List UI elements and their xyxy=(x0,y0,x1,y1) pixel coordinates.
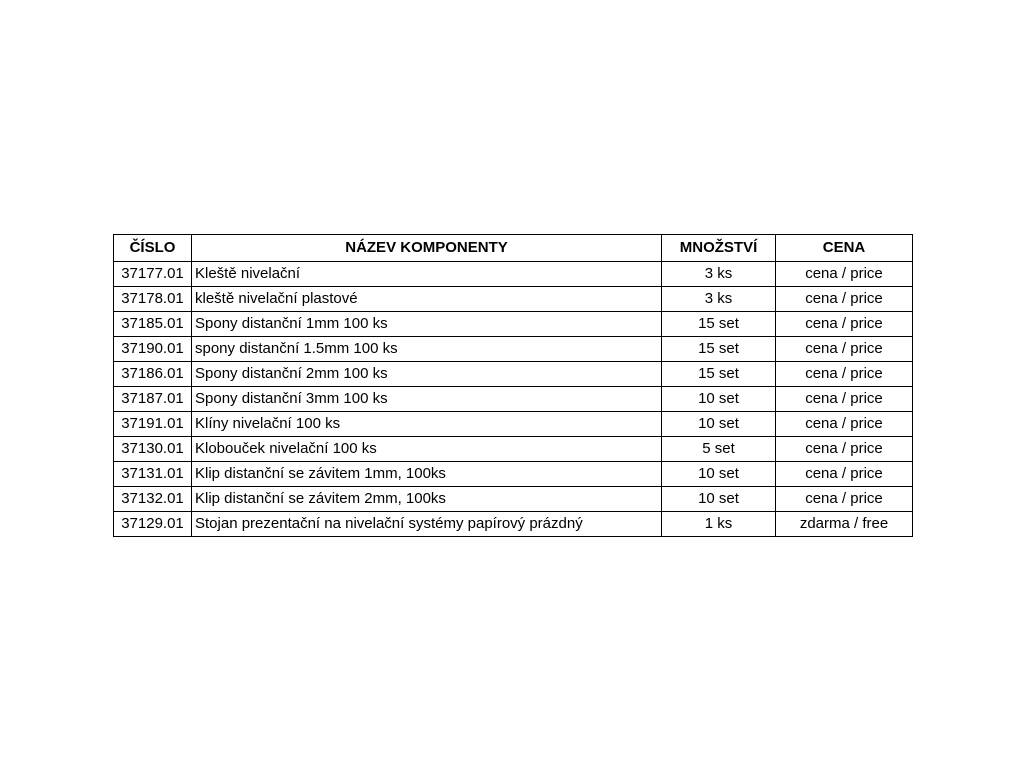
cell-name: Klip distanční se závitem 2mm, 100ks xyxy=(192,487,662,512)
cell-price: cena / price xyxy=(776,412,913,437)
cell-quantity: 10 set xyxy=(662,462,776,487)
table-row xyxy=(114,387,913,412)
cell-number: 37186.01 xyxy=(114,362,192,387)
cell-quantity: 15 set xyxy=(662,337,776,362)
cell-quantity: 10 set xyxy=(662,387,776,412)
cell-price: cena / price xyxy=(776,287,913,312)
cell-name: Klip distanční se závitem 1mm, 100ks xyxy=(192,462,662,487)
table-row xyxy=(114,287,913,312)
cell-quantity: 10 set xyxy=(662,412,776,437)
cell-name: Spony distanční 1mm 100 ks xyxy=(192,312,662,337)
header-number: ČÍSLO xyxy=(114,235,192,262)
cell-name: kleště nivelační plastové xyxy=(192,287,662,312)
cell-name: Klíny nivelační 100 ks xyxy=(192,412,662,437)
cell-price: zdarma / free xyxy=(776,512,913,537)
cell-name: Spony distanční 2mm 100 ks xyxy=(192,362,662,387)
table-row xyxy=(114,312,913,337)
table-row xyxy=(114,462,913,487)
cell-price: cena / price xyxy=(776,437,913,462)
cell-quantity: 15 set xyxy=(662,312,776,337)
cell-name: Stojan prezentační na nivelační systémy papírový prázdný xyxy=(192,512,662,537)
header-quantity: MNOŽSTVÍ xyxy=(662,235,776,262)
cell-number: 37132.01 xyxy=(114,487,192,512)
cell-price: cena / price xyxy=(776,337,913,362)
cell-quantity: 3 ks xyxy=(662,287,776,312)
cell-name: Spony distanční 3mm 100 ks xyxy=(192,387,662,412)
cell-number: 37187.01 xyxy=(114,387,192,412)
cell-name: Kleště nivelační xyxy=(192,262,662,287)
cell-quantity: 3 ks xyxy=(662,262,776,287)
cell-quantity: 1 ks xyxy=(662,512,776,537)
header-component-name: NÁZEV KOMPONENTY xyxy=(192,235,662,262)
cell-number: 37185.01 xyxy=(114,312,192,337)
cell-number: 37131.01 xyxy=(114,462,192,487)
cell-quantity: 10 set xyxy=(662,487,776,512)
cell-name: spony distanční 1.5mm 100 ks xyxy=(192,337,662,362)
cell-quantity: 15 set xyxy=(662,362,776,387)
parts-table xyxy=(113,234,913,537)
table-row xyxy=(114,412,913,437)
cell-number: 37130.01 xyxy=(114,437,192,462)
cell-price: cena / price xyxy=(776,387,913,412)
cell-number: 37190.01 xyxy=(114,337,192,362)
table-row xyxy=(114,362,913,387)
cell-price: cena / price xyxy=(776,312,913,337)
cell-quantity: 5 set xyxy=(662,437,776,462)
table-header-row xyxy=(114,235,913,262)
cell-number: 37191.01 xyxy=(114,412,192,437)
parts-table-container xyxy=(113,234,912,537)
cell-number: 37129.01 xyxy=(114,512,192,537)
table-row xyxy=(114,512,913,537)
cell-price: cena / price xyxy=(776,262,913,287)
cell-number: 37178.01 xyxy=(114,287,192,312)
cell-price: cena / price xyxy=(776,487,913,512)
header-price: CENA xyxy=(776,235,913,262)
cell-name: Klobouček nivelační 100 ks xyxy=(192,437,662,462)
cell-price: cena / price xyxy=(776,462,913,487)
table-row xyxy=(114,262,913,287)
cell-number: 37177.01 xyxy=(114,262,192,287)
table-row xyxy=(114,337,913,362)
cell-price: cena / price xyxy=(776,362,913,387)
table-row xyxy=(114,487,913,512)
table-row xyxy=(114,437,913,462)
